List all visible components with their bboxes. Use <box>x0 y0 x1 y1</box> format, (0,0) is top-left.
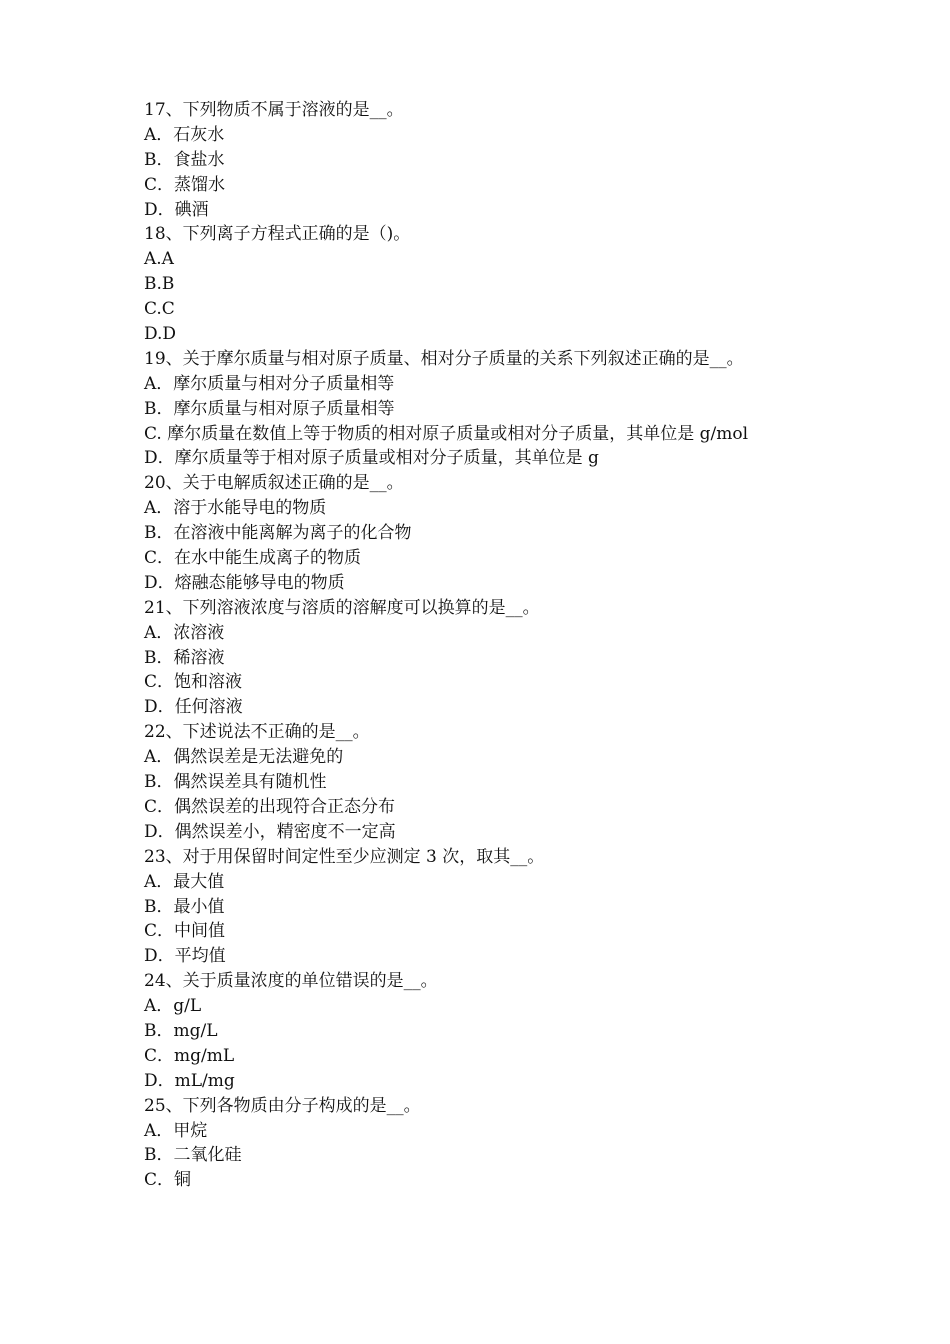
option-d: D．任何溶液 <box>144 697 243 718</box>
option-b: B.B <box>144 274 175 295</box>
question-list <box>144 98 844 1193</box>
option-c: C．在水中能生成离子的物质 <box>144 548 362 569</box>
option-c: C．铜 <box>144 1170 192 1191</box>
option-d: D．偶然误差小，精密度不一定高 <box>144 821 396 842</box>
option-d: D．平均值 <box>144 946 226 967</box>
question-21 <box>144 596 844 720</box>
option-b: B．在溶液中能离解为离子的化合物 <box>144 523 412 544</box>
option-b: B．摩尔质量与相对原子质量相等 <box>144 398 395 419</box>
option-c: C．饱和溶液 <box>144 672 243 693</box>
question-stem: 18、下列离子方程式正确的是（)。 <box>144 224 411 245</box>
option-c: C．偶然误差的出现符合正态分布 <box>144 796 396 817</box>
option-a: A．最大值 <box>144 871 225 892</box>
option-c: C．mg/mL <box>144 1045 235 1066</box>
option-c: C．蒸馏水 <box>144 174 226 195</box>
option-c: C. 摩尔质量在数值上等于物质的相对原子质量或相对分子质量，其单位是 g/mol <box>144 423 749 444</box>
option-a: A．g/L <box>144 996 202 1017</box>
question-stem: 24、关于质量浓度的单位错误的是__。 <box>144 971 438 992</box>
option-b: B．稀溶液 <box>144 647 225 668</box>
question-stem: 23、对于用保留时间定性至少应测定 3 次，取其__。 <box>144 846 545 867</box>
option-a: A．甲烷 <box>144 1120 208 1141</box>
option-a: A.A <box>144 249 174 270</box>
option-b: B．二氧化硅 <box>144 1145 242 1166</box>
option-b: B．最小值 <box>144 896 225 917</box>
option-c: C.C <box>144 299 175 320</box>
question-22 <box>144 720 844 844</box>
question-25 <box>144 1094 844 1194</box>
question-stem: 20、关于电解质叙述正确的是__。 <box>144 473 404 494</box>
option-b: B．mg/L <box>144 1020 218 1041</box>
question-17 <box>144 98 844 222</box>
question-stem: 17、下列物质不属于溶液的是__。 <box>144 100 404 120</box>
option-a: A．浓溶液 <box>144 622 225 643</box>
option-d: D．熔融态能够导电的物质 <box>144 572 345 593</box>
option-d: D．摩尔质量等于相对原子质量或相对分子质量，其单位是 g <box>144 448 599 469</box>
option-a: A．摩尔质量与相对分子质量相等 <box>144 373 395 394</box>
option-d: D．碘酒 <box>144 199 209 220</box>
question-19 <box>144 347 844 471</box>
option-a: A．偶然误差是无法避免的 <box>144 747 344 768</box>
question-stem: 22、下述说法不正确的是__。 <box>144 722 370 743</box>
question-20 <box>144 471 844 595</box>
option-b: B．偶然误差具有随机性 <box>144 772 327 793</box>
option-d: D．mL/mg <box>144 1070 235 1091</box>
question-23 <box>144 845 844 969</box>
question-stem: 21、下列溶液浓度与溶质的溶解度可以换算的是__。 <box>144 597 540 618</box>
question-18 <box>144 222 844 346</box>
option-c: C．中间值 <box>144 921 226 942</box>
option-b: B．食盐水 <box>144 149 225 170</box>
option-d: D.D <box>144 324 177 345</box>
question-stem: 19、关于摩尔质量与相对原子质量、相对分子质量的关系下列叙述正确的是__。 <box>144 348 744 369</box>
option-a: A．溶于水能导电的物质 <box>144 498 327 519</box>
question-24 <box>144 969 844 1093</box>
option-a: A．石灰水 <box>144 124 225 145</box>
question-stem: 25、下列各物质由分子构成的是__。 <box>144 1095 421 1116</box>
